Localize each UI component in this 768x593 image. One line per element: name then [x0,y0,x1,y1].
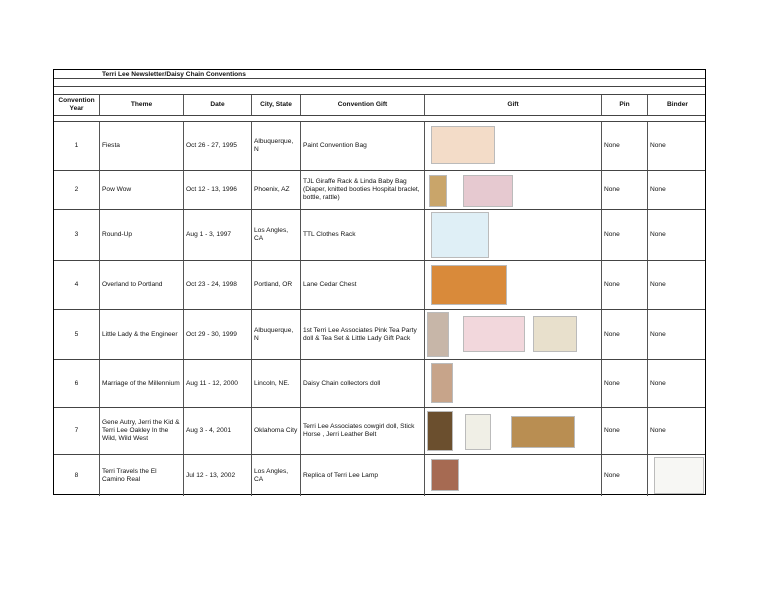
cell-pin: None [602,261,648,309]
cell-binder: None [650,142,666,149]
cell-theme: Overland to Portland [100,261,184,309]
cell-gift: Daisy Chain collectors doll [301,360,425,407]
cell-year: 5 [54,310,100,359]
table-row [54,455,705,496]
cell-date: Aug 3 - 4, 2001 [184,408,252,454]
cell-theme: Round-Up [100,210,184,260]
cell-year: 8 [54,455,100,496]
table-row [54,122,705,171]
cell-gift: Replica of Terri Lee Lamp [301,455,425,496]
gift-images-cell [425,455,602,496]
cell-gift: TJL Giraffe Rack & Linda Baby Bag (Diaper, knitted booties Hospital braclet, bottle, rattle) [301,171,425,209]
header-row [54,95,705,116]
gift-photo [427,411,453,451]
cell-date: Oct 29 - 30, 1999 [184,310,252,359]
gift-photo [511,416,575,448]
header-gift: Gift [425,95,602,115]
spacer-row [54,87,705,95]
gift-photo [465,414,491,450]
header-pin: Pin [602,95,648,115]
cell-year: 7 [54,408,100,454]
cell-binder: None [650,330,666,338]
cell-gift: 1st Terri Lee Associates Pink Tea Party doll & Tea Set & Little Lady Gift Pack [301,310,425,359]
cell-date: Jul 12 - 13, 2002 [184,455,252,496]
spreadsheet [53,69,706,495]
cell-date: Oct 12 - 13, 1996 [184,171,252,209]
gift-images-cell [425,360,602,407]
binder-photo [654,457,704,494]
sheet-title: Terri Lee Newsletter/Daisy Chain Conventions [102,71,246,78]
gift-photo [431,212,489,258]
cell-theme: Gene Autry, Jerri the Kid & Terri Lee Oakley In the Wild, Wild West [100,408,184,454]
cell-date: Aug 1 - 3, 1997 [184,210,252,260]
cell-city: Lincoln, NE. [252,360,301,407]
table-row [54,210,705,261]
gift-images-cell [425,408,602,454]
cell-theme: Marriage of the Millennium [100,360,184,407]
table-row [54,360,705,408]
cell-binder: None [650,379,666,387]
cell-city: Los Angles, CA [252,210,301,260]
cell-pin: None [602,408,648,454]
cell-year: 4 [54,261,100,309]
table-row [54,310,705,360]
cell-theme: Terri Travels the El Camino Real [100,455,184,496]
header-city: City, State [252,95,301,115]
cell-pin: None [602,360,648,407]
cell-pin: None [602,455,648,496]
cell-theme: Little Lady & the Engineer [100,310,184,359]
cell-date: Aug 11 - 12, 2000 [184,360,252,407]
cell-binder: None [650,281,666,288]
gift-photo [533,316,577,352]
gift-photo [431,265,507,305]
cell-pin: None [602,171,648,209]
cell-gift: TTL Clothes Rack [301,210,425,260]
gift-photo [431,459,459,491]
cell-year: 1 [54,122,100,170]
gift-photo [463,316,525,352]
gift-images-cell [425,210,602,260]
cell-pin: None [602,210,648,260]
cell-binder: None [650,186,666,193]
table-row [54,408,705,455]
gift-images-cell [425,122,602,170]
cell-date: Oct 23 - 24, 1998 [184,261,252,309]
cell-binder: None [650,427,666,434]
cell-gift: Lane Cedar Chest [301,261,425,309]
cell-gift: Paint Convention Bag [301,122,425,170]
gift-photo [431,363,453,403]
cell-city: Oklahoma City [252,408,301,454]
table-row [54,261,705,310]
gift-photo [463,175,513,207]
header-theme: Theme [100,95,184,115]
cell-binder: None [650,231,666,238]
cell-city: Albuquerque, N [252,310,301,359]
cell-theme: Pow Wow [100,171,184,209]
title-row [54,70,705,79]
cell-date: Oct 26 - 27, 1995 [184,122,252,170]
cell-year: 2 [54,171,100,209]
table-row [54,171,705,210]
cell-city: Phoenix, AZ [252,171,301,209]
gift-photo [431,126,495,164]
gift-images-cell [425,261,602,309]
gift-images-cell [425,171,602,209]
header-date: Date [184,95,252,115]
cell-city: Los Angles, CA [252,455,301,496]
gift-images-cell [425,310,602,359]
cell-gift: Terri Lee Associates cowgirl doll, Stick Horse , Jerri Leather Belt [301,408,425,454]
cell-theme: Fiesta [100,122,184,170]
spacer-row [54,79,705,87]
gift-photo [429,175,447,207]
header-convention-gift: Convention Gift [301,95,425,115]
header-year: Convention Year [54,95,100,115]
cell-city: Portland, OR [252,261,301,309]
cell-pin: None [602,122,648,170]
gift-photo [427,312,449,357]
header-binder: Binder [667,101,688,108]
cell-city: Albuquerque, N [252,122,301,170]
cell-year: 6 [54,360,100,407]
cell-year: 3 [54,210,100,260]
cell-pin: None [602,310,648,359]
